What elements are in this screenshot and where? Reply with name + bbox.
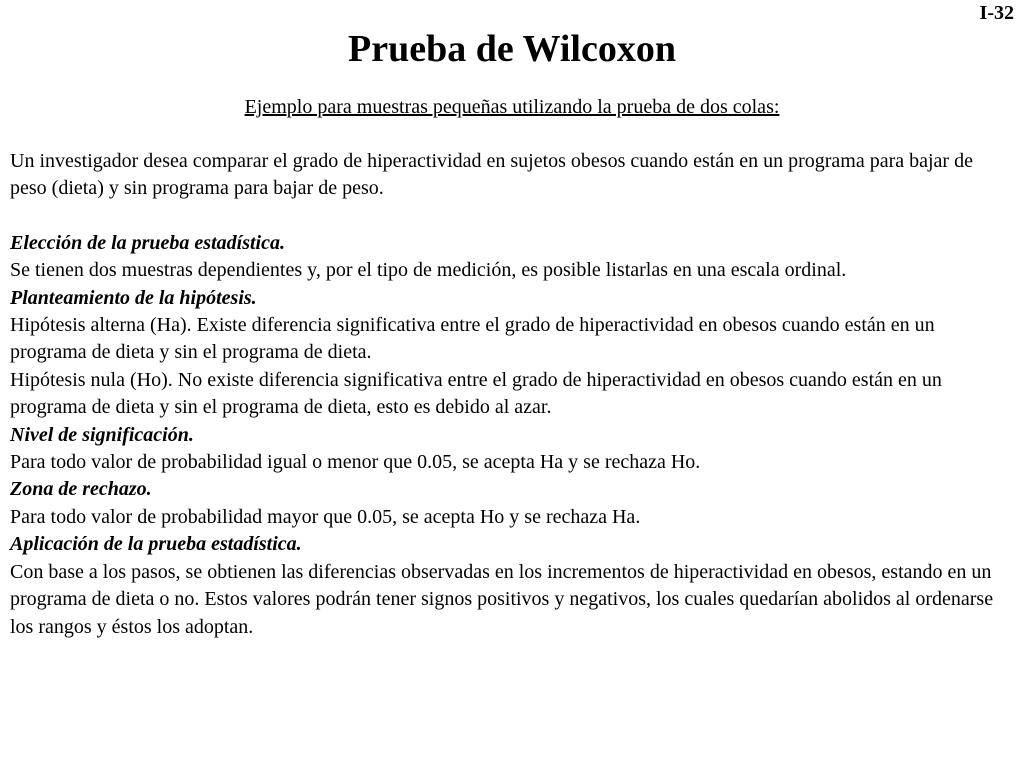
slide-body xyxy=(10,148,1014,641)
section-paragraph: Hipótesis alterna (Ha). Existe diferencia significativa entre el grado de hiperactividad en obesos cuando están en un programa de dieta y sin el programa de dieta. xyxy=(10,314,935,364)
section-paragraph: Para todo valor de probabilidad igual o menor que 0.05, se acepta Ha y se rechaza Ho. xyxy=(10,451,701,474)
section-heading-application: Aplicación de la prueba estadística. xyxy=(10,533,302,556)
section-heading-test-choice: Elección de la prueba estadística. xyxy=(10,231,285,254)
section-heading-rejection-zone: Zona de rechazo. xyxy=(10,478,152,501)
spacer xyxy=(10,203,1014,230)
slide-subtitle: Ejemplo para muestras pequeñas utilizando la prueba de dos colas: xyxy=(244,96,780,118)
section-paragraph: Hipótesis nula (Ho). No existe diferencia significativa entre el grado de hiperactividad en obesos cuando están en un programa de dieta y sin el programa de dieta, esto es debido al azar. xyxy=(10,368,942,419)
slide-title: Prueba de Wilcoxon xyxy=(348,28,676,70)
section-paragraph: Para todo valor de probabilidad mayor que 0.05, se acepta Ho y se rechaza Ha. xyxy=(10,505,641,528)
page-number: I-32 xyxy=(979,2,1014,24)
section-paragraph: Con base a los pasos, se obtienen las diferencias observadas en los incrementos de hiperactividad en obesos, estando en un programa de dieta o no. Estos valores podrán tener signos positivos y negativos, los cuales quedarían abolidos al ordenarse los rangos y éstos los adoptan. xyxy=(10,560,994,638)
section-heading-significance: Nivel de significación. xyxy=(10,423,194,446)
section-heading-hypothesis: Planteamiento de la hipótesis. xyxy=(10,286,257,309)
intro-paragraph: Un investigador desea comparar el grado de hiperactividad en sujetos obesos cuando están en un programa para bajar de peso (dieta) y sin programa para bajar de peso. xyxy=(10,150,973,200)
section-paragraph: Se tienen dos muestras dependientes y, por el tipo de medición, es posible listarlas en una escala ordinal. xyxy=(10,259,847,282)
